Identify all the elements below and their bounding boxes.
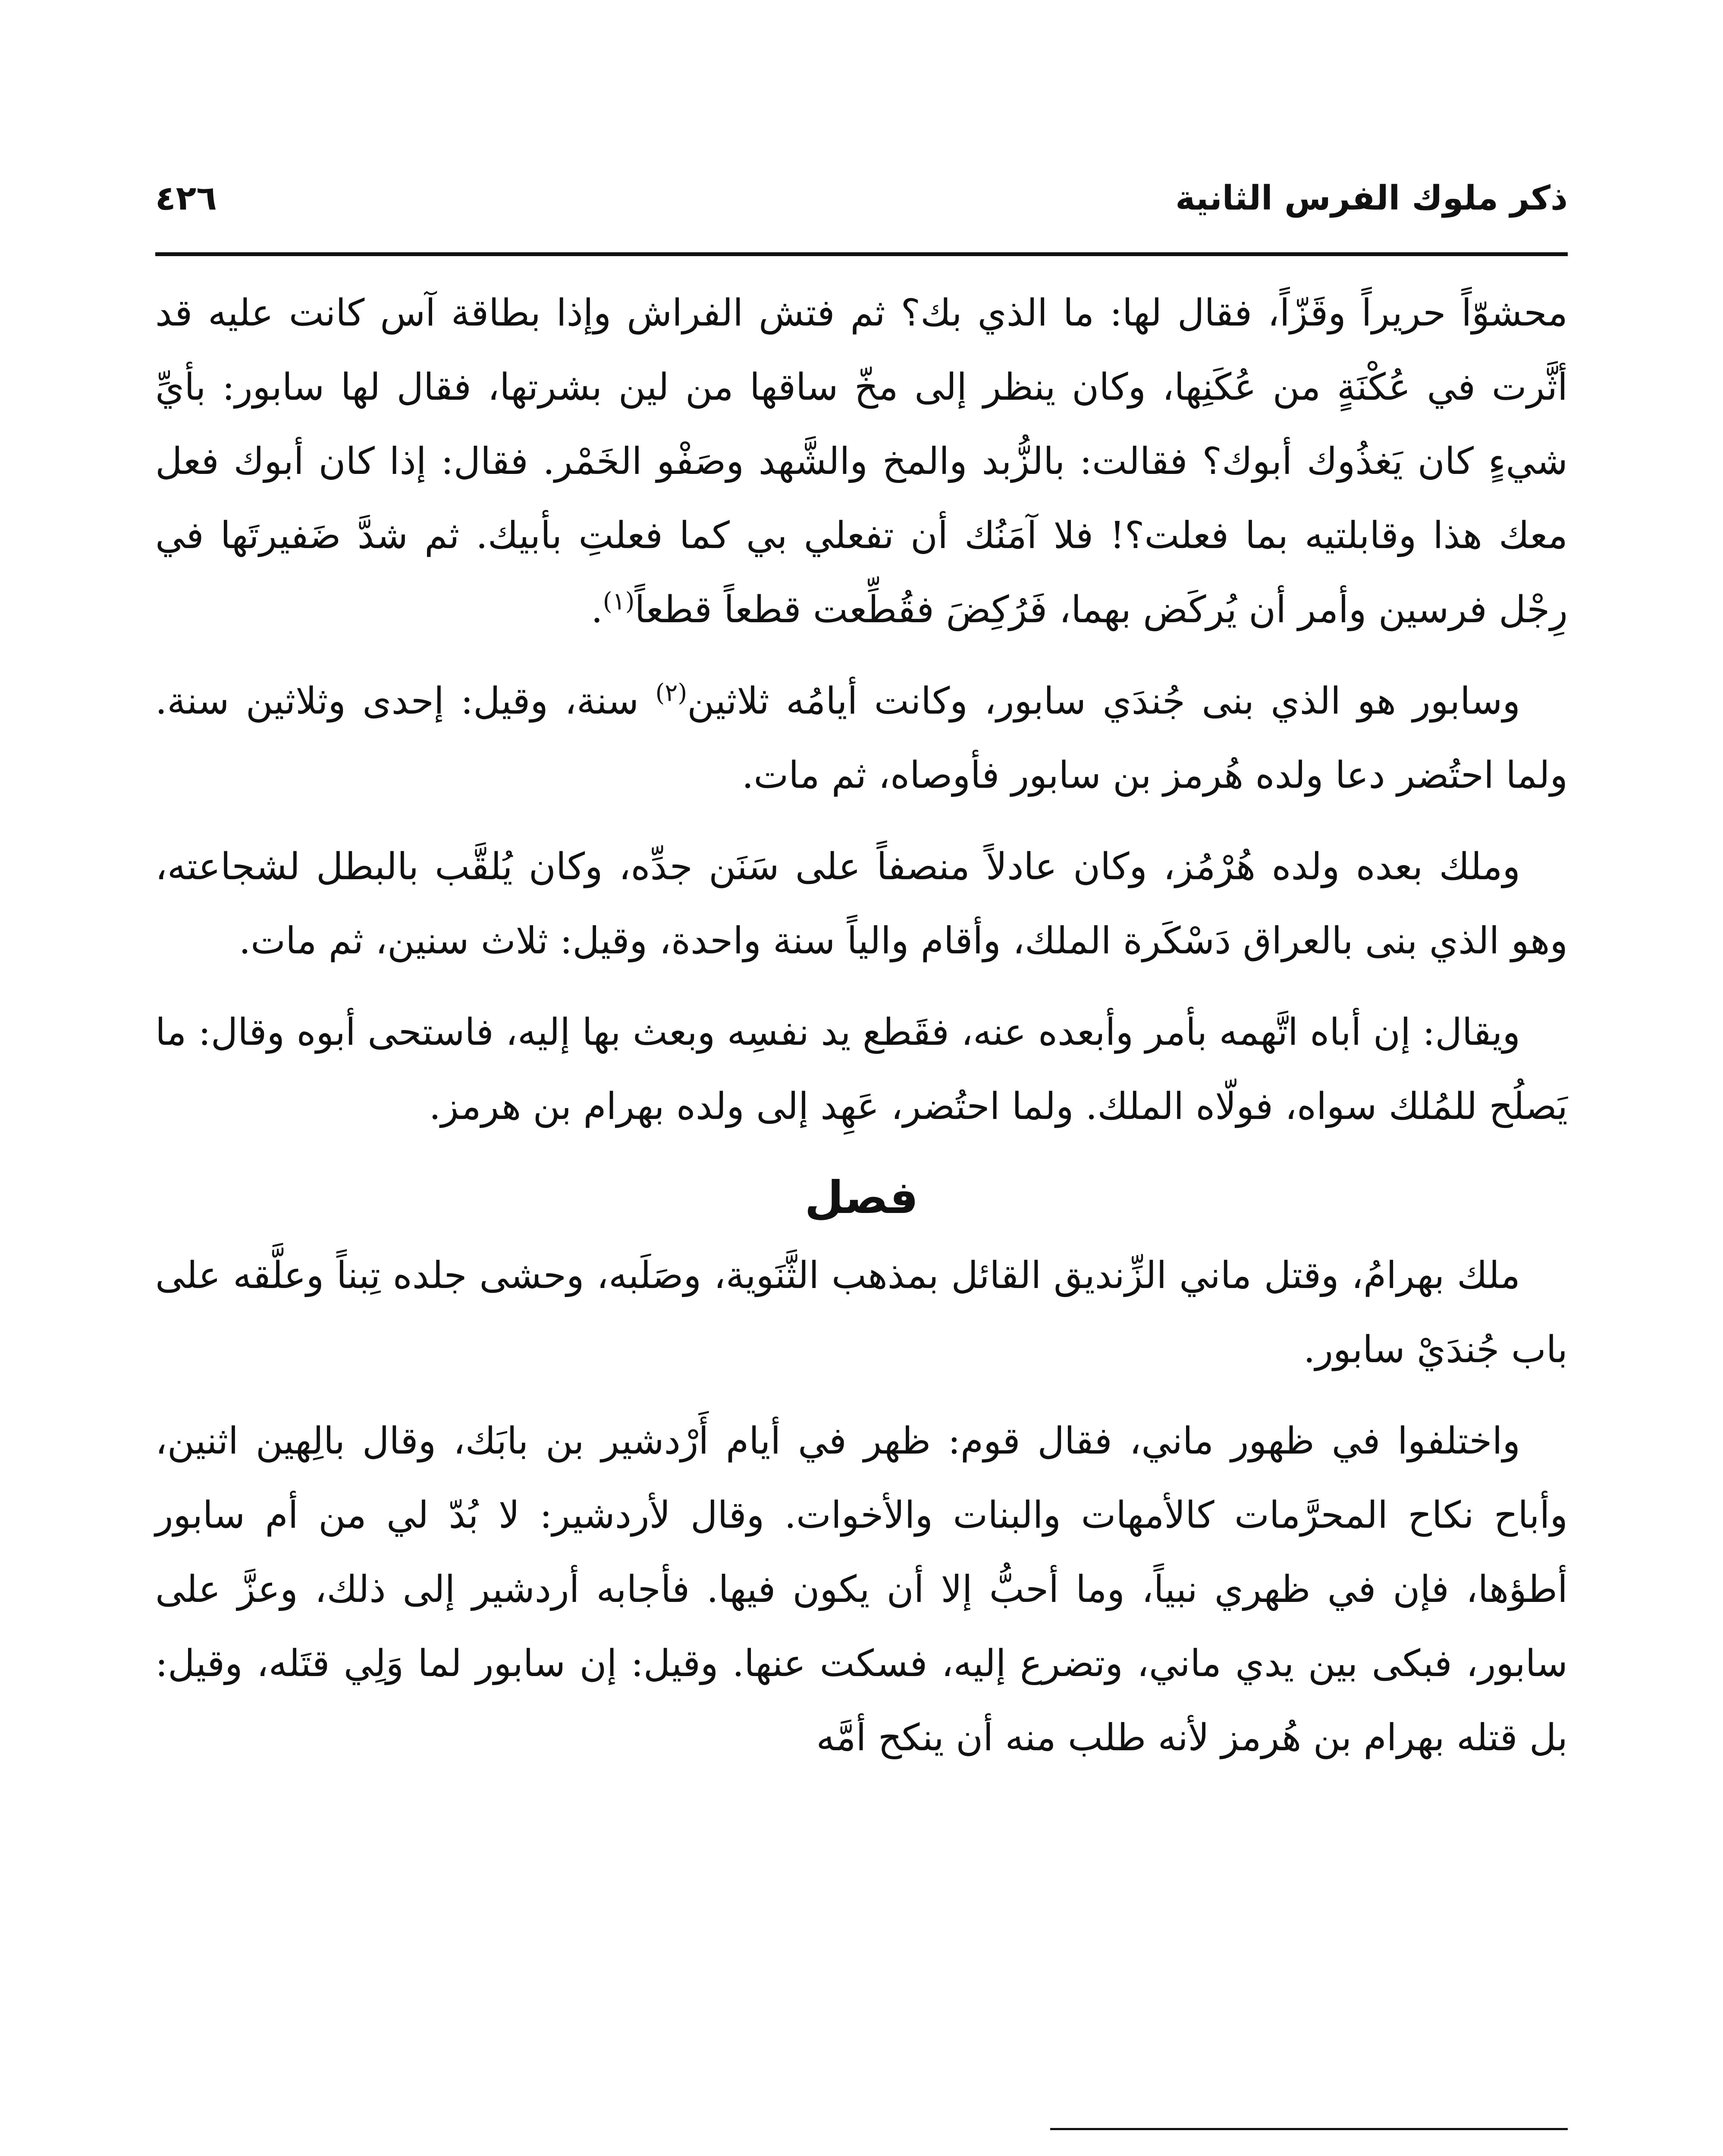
footnotes: [155, 2150, 1568, 2156]
paragraph-hurmuz-story: [155, 995, 1568, 1144]
paragraph-mani: [155, 1404, 1568, 1775]
paragraph-text-before: وسابور هو الذي بنى جُندَي سابور، وكانت أيامُه ثلاثين: [687, 680, 1520, 723]
paragraph-text-after: سنة، وقيل: إحدى وثلاثين سنة. ولما احتُضر دعا ولده هُرمز بن سابور فأوصاه، ثم مات.: [155, 680, 1568, 797]
header-divider: [155, 252, 1568, 256]
paragraph-text: ملك بهرامُ، وقتل ماني الزِّنديق القائل بمذهب الثَّنَوية، وصَلَبه، وحشى جلده تِبناً وعلَّقه على باب جُندَيْ سابور.: [155, 1254, 1568, 1371]
footnote-ref-2: (٢): [655, 679, 687, 707]
paragraph-continuation: [155, 276, 1568, 647]
paragraph-hurmuz: [155, 830, 1568, 978]
paragraph-bahram: [155, 1238, 1568, 1387]
section-heading: فصل: [804, 1171, 919, 1224]
footnote-divider: [1050, 2128, 1568, 2130]
footnote-1: [155, 2150, 1568, 2156]
main-text: [155, 276, 1568, 1792]
paragraph-text: ويقال: إن أباه اتَّهمه بأمر وأبعده عنه، فقَطع يد نفسِه وبعث بها إليه، فاستحى أبوه وقال: ما يَصلُح للمُلك سواه، فولّاه الملك. ولما احتُضر، عَهِد إلى ولده بهرام بن هرمز.: [155, 1011, 1568, 1128]
paragraph-text: واختلفوا في ظهور ماني، فقال قوم: ظهر في أيام أَرْدشير بن بابَك، وقال بالِهين اثنين، وأباح نكاح المحرَّمات كالأمهات والبنات والأخوات. وقال لأردشير: لا بُدّ لي من أم سابور أطؤها، فإن في ظهري نبياً، وما أحبُّ إلا أن يكون فيها. فأجابه أردشير إلى ذلك، وعزَّ على سابور، فبكى بين يدي ماني، وتضرع إليه، فسكت عنها. وقيل: إن سابور لما وَلِي قتَله، وقيل: بل قتله بهرام بن هُرمز لأنه طلب منه أن ينكح أمَّه: [155, 1420, 1568, 1759]
running-title: ذكر ملوك الفرس الثانية: [1175, 179, 1568, 218]
footnote-ref-1: (١): [603, 587, 635, 616]
page-number: ٤٢٦: [155, 179, 217, 218]
paragraph-text: محشوّاً حريراً وقَزّاً، فقال لها: ما الذي بك؟ ثم فتش الفراش وإذا بطاقة آس كانت عليه قد أثَّرت في عُكْنَةٍ من عُكَنِها، وكان ينظر إلى مخّ ساقها من لين بشرتها، فقال لها سابور: بأيِّ شيءٍ كان يَغذُوك أبوك؟ فقالت: بالزُّبد والمخ والشَّهد وصَفْو الخَمْر. فقال: إذا كان أبوك فعل معك هذا وقابلتيه بما فعلت؟! فلا آمَنُك أن تفعلي بي كما فعلتِ بأبيك. ثم شدَّ ضَفيرتَها في رِجْل فرسين وأمر أن يُركَض بهما، فَرُكِضَ فقُطِّعت قطعاً قطعاً: [155, 291, 1568, 631]
paragraph-sabur: [155, 664, 1568, 812]
page-header: [155, 170, 1568, 231]
paragraph-tail: .: [591, 588, 603, 631]
paragraph-text: وملك بعده ولده هُرْمُز، وكان عادلاً منصفاً على سَنَن جدِّه، وكان يُلقَّب بالبطل لشجاعته، وهو الذي بنى بالعراق دَسْكَرة الملك، وأقام والياً سنة واحدة، وقيل: ثلاث سنين، ثم مات.: [155, 845, 1568, 962]
